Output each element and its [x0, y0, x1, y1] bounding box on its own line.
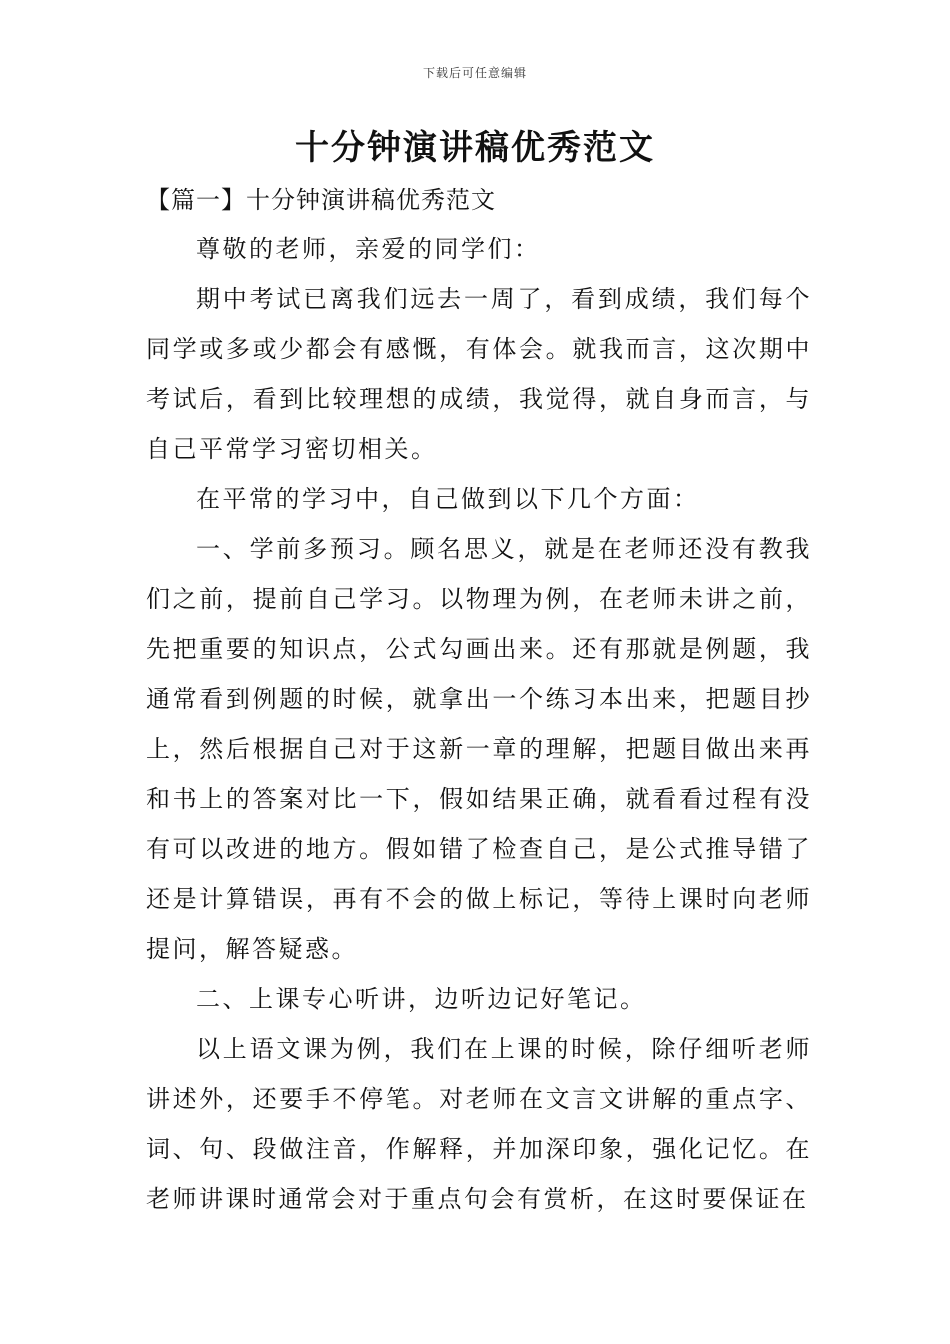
section-heading: 【篇一】十分钟演讲稿优秀范文: [146, 186, 496, 214]
paragraph: 在平常的学习中，自己做到以下几个方面：: [196, 485, 700, 513]
document-title: 十分钟演讲稿优秀范文: [295, 128, 655, 168]
paragraph: 以上语文课为例，我们在上课的时候，除仔细听老师讲述外，还要手不停笔。对老师在文言文讲解的重点字、词、句、段做注音，作解释，并加深印象，强化记忆。在老师讲课时通常会对于重点句会有赏析，在这时要保证在: [146, 1035, 812, 1213]
paragraph: 二、上课专心听讲，边听边记好笔记。: [196, 985, 647, 1013]
paragraph: 期中考试已离我们远去一周了，看到成绩，我们每个同学或多或少都会有感慨，有体会。就我而言，这次期中考试后，看到比较理想的成绩，我觉得，就自身而言，与自己平常学习密切相关。: [146, 285, 812, 463]
page-header-note: 下载后可任意编辑: [422, 66, 527, 80]
paragraph: 一、学前多预习。顾名思义，就是在老师还没有教我们之前，提前自己学习。以物理为例，在老师未讲之前，先把重要的知识点，公式勾画出来。还有那就是例题，我通常看到例题的时候，就拿出一个练习本出来，把题目抄上，然后根据自己对于这新一章的理解，把题目做出来再和书上的答案对比一下，假如结果正确，就看看过程有没有可以改进的地方。假如错了检查自己，是公式推导错了还是计算错误，再有不会的做上标记，等待上课时向老师提问，解答疑惑。: [146, 535, 812, 963]
document-body: [146, 224, 812, 1224]
paragraph-greeting: 尊敬的老师，亲爱的同学们：: [196, 235, 541, 263]
